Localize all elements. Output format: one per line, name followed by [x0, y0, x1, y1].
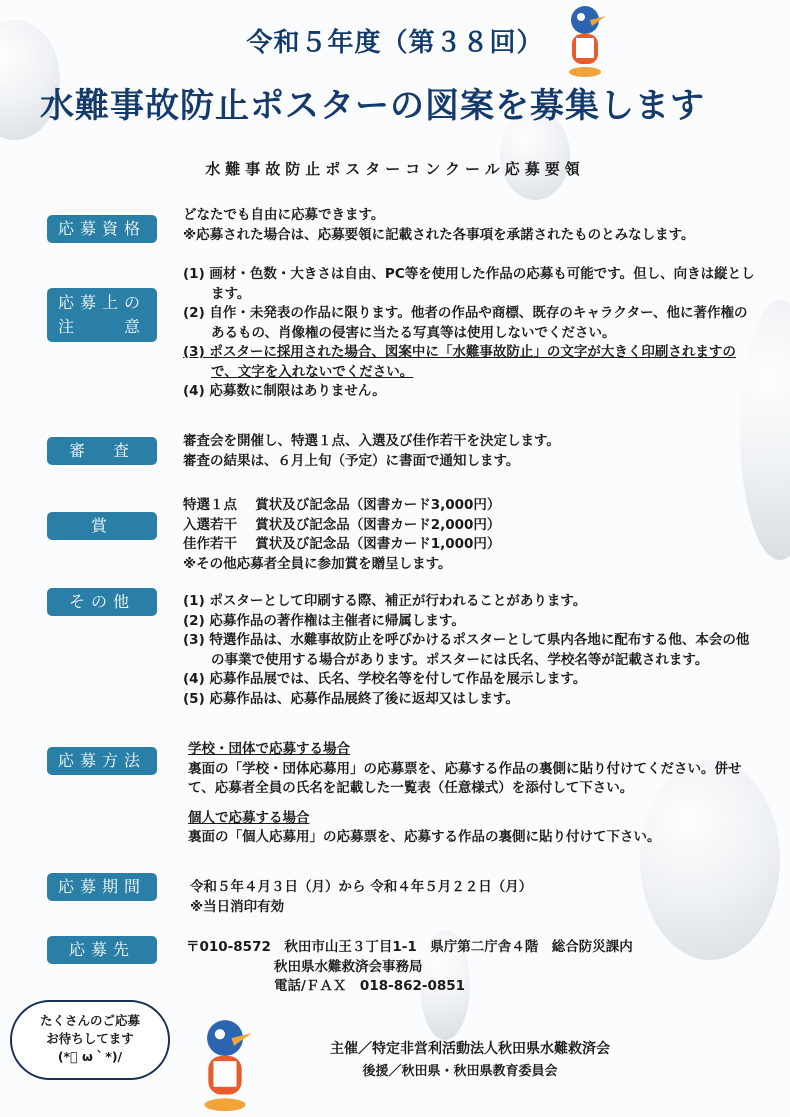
judging-line: 審査会を開催し、特選１点、入選及び佳作若干を決定します。 — [183, 433, 560, 449]
individual-heading: 個人で応募する場合 — [188, 809, 310, 826]
bubble-line: (*ﾟ ω｀*)/ — [57, 1049, 123, 1064]
other-item: (2) 応募作品の著作権は主催者に帰属します。 — [183, 612, 465, 629]
label-other: その他 — [47, 588, 157, 616]
address-phone: 電話/ＦＡＸ 018-862-0851 — [274, 978, 466, 994]
other-item: (1) ポスターとして印刷する際、補正が行われることがあります。 — [183, 593, 587, 609]
page-title: 水難事故防止ポスターの図案を募集します — [40, 86, 705, 126]
supporter: 後援／秋田県・秋田県教育委員会 — [362, 1064, 558, 1079]
prize-line: 特選１点 賞状及び記念品（図書カード3,000円） — [183, 497, 501, 513]
notes-item: (2) 自作・未発表の作品に限ります。他者の作品や商標、既存のキャラクター、他に著作権のあるもの、肖像権の侵害に当たる写真等は使用しないでください。 — [183, 305, 748, 341]
notes-item: (4) 応募数に制限はありません。 — [183, 383, 386, 399]
prize-line: 佳作若干 賞状及び記念品（図書カード1,000円） — [183, 536, 501, 552]
eligibility-text — [183, 206, 758, 245]
label-address: 応募先 — [47, 936, 157, 964]
judging-line: 審査の結果は、６月上旬（予定）に書面で通知します。 — [183, 452, 520, 469]
label-judging: 審 査 — [47, 437, 157, 465]
subtitle: 水難事故防止ポスターコンクール応募要領 — [205, 160, 585, 178]
period-dates: 令和５年４月３日（月）から 令和４年５月２２日（月） — [190, 879, 533, 895]
bubble-line: お待ちしてます — [46, 1031, 134, 1046]
period-note: ※当日消印有効 — [190, 898, 285, 915]
mascot-icon — [560, 2, 610, 80]
label-notes-line: 応募上の — [57, 293, 146, 312]
eligibility-line: どなたでも自由に応募できます。 — [183, 207, 385, 223]
organizer: 主催／特定非営利活動法人秋田県水難救済会 — [330, 1041, 610, 1057]
prizes-text — [183, 496, 758, 574]
notes-item: (3) ポスターに採用された場合、図案中に「水難事故防止」の文字が大きく印刷されますので、文字を入れないでください。 — [183, 344, 736, 380]
other-list — [183, 592, 758, 709]
group-heading: 学校・団体で応募する場合 — [188, 741, 350, 757]
label-prizes: 賞 — [47, 512, 157, 540]
method-text — [188, 740, 753, 848]
notes-list — [183, 265, 758, 402]
label-eligibility: 応募資格 — [47, 215, 157, 243]
title-line1: 令和５年度（第３８回） — [246, 28, 544, 58]
notes-item: (1) 画材・色数・大きさは自由、PC等を使用した作品の応募も可能です。但し、向きは縦とします。 — [183, 266, 755, 302]
individual-text: 裏面の「個人応募用」の応募票を、応募する作品の裏側に貼り付けて下さい。 — [188, 829, 661, 845]
label-period: 応募期間 — [47, 873, 157, 901]
period-text — [190, 878, 765, 917]
group-text: 裏面の「学校・団体応募用」の応募票を、応募する作品の裏側に貼り付けてください。併せて、応募者全員の氏名を記載した一覧表（任意様式）を添付して下さい。 — [188, 760, 742, 796]
judging-text — [183, 432, 758, 471]
address-line1: 〒010-8572 秋田市山王３丁目1-1 県庁第二庁舎４階 総合防災課内 — [186, 939, 633, 955]
prize-line: ※その他応募者全員に参加賞を贈呈します。 — [183, 555, 452, 572]
address-text — [186, 938, 776, 997]
other-item: (5) 応募作品は、応募作品展終了後に返却又はします。 — [183, 690, 519, 707]
other-item: (4) 応募作品展では、氏名、学校名等を付して作品を展示します。 — [183, 671, 587, 687]
label-notes-line: 注 意 — [57, 317, 146, 336]
eligibility-line: ※応募された場合は、応募要領に記載された各事項を承諾されたものとみなします。 — [183, 226, 695, 243]
other-item: (3) 特選作品は、水難事故防止を呼びかけるポスターとして県内各地に配布する他、本会の他の事業で使用する場合があります。ポスターには氏名、学校名等が記載されます。 — [183, 632, 750, 668]
label-notes — [47, 288, 157, 342]
bubble-line: たくさんのご応募 — [39, 1013, 140, 1028]
label-method: 応募方法 — [47, 747, 157, 775]
prize-line: 入選若干 賞状及び記念品（図書カード2,000円） — [183, 516, 501, 533]
address-line2: 秋田県水難救済会事務局 — [274, 958, 423, 975]
